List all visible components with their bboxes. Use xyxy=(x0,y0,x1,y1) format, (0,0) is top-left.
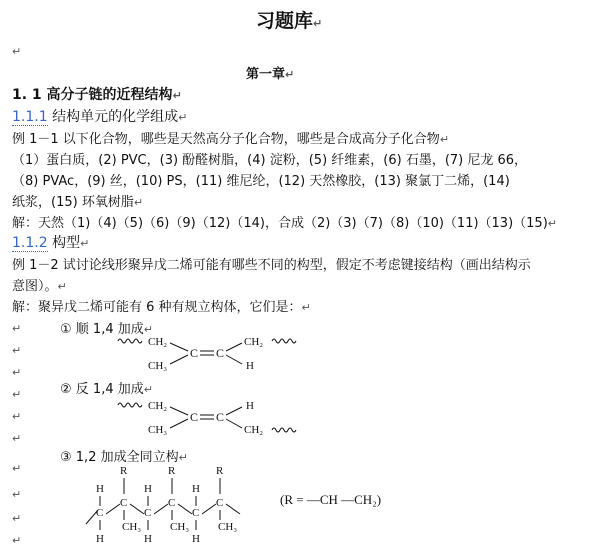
example-1-items-line-1: （1）蛋白质，(2) PVC，(3) 酚醛树脂，(4) 淀粉，(5) 纤维素，(6) 石墨，(7) 尼龙 66， xyxy=(12,153,528,168)
paragraph-mark: ↵ xyxy=(80,237,90,250)
hydrogen-bottom: H xyxy=(192,533,200,545)
carbon-2: C xyxy=(216,346,225,360)
example-1-answer xyxy=(12,212,557,231)
substituent-legend: (R = —CH —CH₂) xyxy=(280,492,382,507)
backbone-carbon-substituted: C xyxy=(168,497,176,509)
subsection-number: 1.1.2 xyxy=(12,235,48,251)
bond-left-lower xyxy=(170,355,188,364)
paragraph-mark: ↵ xyxy=(313,17,323,30)
example-2-question-line-2 xyxy=(12,275,67,294)
paragraph-mark: ↵ xyxy=(143,383,153,396)
backbone-bond xyxy=(202,504,216,514)
backbone-carbon: C xyxy=(144,507,152,519)
paragraph-mark: ↵ xyxy=(12,322,22,335)
methyl-group: CH₃ xyxy=(170,521,190,533)
group-ch2-left: CH₂ xyxy=(148,400,168,412)
bond-left-lower xyxy=(170,419,188,428)
hydrogen-top: H xyxy=(96,483,104,495)
backbone-bond xyxy=(154,504,168,514)
paragraph-mark: ↵ xyxy=(12,488,22,501)
bond-right-upper xyxy=(226,343,242,351)
wavy-bond-right xyxy=(272,339,296,343)
substituent-r: R xyxy=(120,465,128,477)
paragraph-mark: ↵ xyxy=(178,111,188,124)
hydrogen-top: H xyxy=(144,483,152,495)
example-2-answer-text: 解：聚异戊二烯可能有 6 种有规立构体，它们是： xyxy=(12,300,302,315)
methyl-group: CH₃ xyxy=(218,521,238,533)
subsection-title: 构型 xyxy=(52,235,81,251)
paragraph-mark: ↵ xyxy=(547,217,557,230)
group-ch2-left: CH₂ xyxy=(148,336,168,348)
group-h-right: H xyxy=(246,400,254,412)
bond-left-upper xyxy=(170,407,188,415)
paragraph-mark: ↵ xyxy=(143,323,153,336)
structure-3-label xyxy=(60,446,188,465)
carbon-1: C xyxy=(190,346,199,360)
substituent-r: R xyxy=(216,465,224,477)
group-ch2-right: CH₂ xyxy=(244,336,264,348)
structure-3-label-text: ③ 1,2 加成全同立构 xyxy=(60,450,179,465)
example-2-question-line-2-text: 意图）。 xyxy=(12,279,58,294)
paragraph-mark: ↵ xyxy=(133,196,144,209)
example-1-items-line-2: （8) PVAc，(9) 丝，(10) PS，(11) 维尼纶，(12) 天然橡胶，(13) 聚氯丁二烯，(14) xyxy=(12,174,510,189)
group-ch3-left: CH₃ xyxy=(148,360,168,372)
trans-14-structure xyxy=(110,394,310,438)
example-1-items-line-3 xyxy=(12,191,143,210)
paragraph-mark: ↵ xyxy=(12,462,22,475)
hydrogen-bottom: H xyxy=(144,533,152,545)
backbone-carbon-substituted: C xyxy=(216,497,224,509)
paragraph-mark: ↵ xyxy=(57,280,67,293)
methyl-group: CH₃ xyxy=(122,521,142,533)
carbon-2: C xyxy=(216,410,225,424)
wavy-bond-right xyxy=(272,428,296,432)
paragraph-mark: ↵ xyxy=(172,89,182,102)
substituent-r: R xyxy=(168,465,176,477)
section-text: 1. 1 高分子链的近程结构 xyxy=(12,87,173,103)
page-title xyxy=(256,6,322,33)
paragraph-mark: ↵ xyxy=(12,388,22,401)
paragraph-mark: ↵ xyxy=(12,410,22,423)
backbone-carbon: C xyxy=(96,507,104,519)
subsection-heading-2 xyxy=(12,232,89,252)
paragraph-mark: ↵ xyxy=(439,133,450,146)
subsection-number: 1.1.1 xyxy=(12,109,48,125)
cis-14-structure xyxy=(110,330,310,374)
paragraph-mark: ↵ xyxy=(178,451,188,464)
paragraph-mark: ↵ xyxy=(12,432,22,445)
paragraph-mark: ↵ xyxy=(301,301,311,314)
example-2-question-line-1: 例 1－2 试讨论线形聚异戊二烯可能有哪些不同的构型，假定不考虑键接结构（画出结构示 xyxy=(12,258,531,273)
paragraph-mark: ↵ xyxy=(12,45,22,58)
example-2-answer xyxy=(12,296,311,315)
example-1-question xyxy=(12,128,449,147)
hydrogen-bottom: H xyxy=(96,533,104,545)
carbon-1: C xyxy=(190,410,199,424)
wavy-bond-left xyxy=(118,339,142,343)
structure-1-label-text: ① 顺 1,4 加成 xyxy=(60,322,144,337)
title-text: 习题库 xyxy=(256,10,314,32)
backbone-bond xyxy=(226,504,240,514)
paragraph-mark: ↵ xyxy=(12,512,22,525)
group-h-right: H xyxy=(246,360,254,372)
backbone-bond xyxy=(106,504,120,514)
isotactic-12-structure xyxy=(80,464,280,552)
bond-right-lower xyxy=(226,419,242,428)
example-1-answer-text: 解：天然（1)（4)（5)（6)（9)（12)（14)，合成（2)（3)（7)（8)（10)（11)（13)（15) xyxy=(12,216,548,231)
backbone-bond xyxy=(178,504,192,514)
group-ch3-left: CH₃ xyxy=(148,424,168,436)
example-1-items-line-3-text: 纸浆，(15) 环氧树脂 xyxy=(12,195,134,210)
bond-left-upper xyxy=(170,343,188,351)
paragraph-mark: ↵ xyxy=(12,344,22,357)
subsection-title: 结构单元的化学组成 xyxy=(52,109,179,125)
subsection-heading-1 xyxy=(12,106,187,126)
section-heading xyxy=(12,84,182,104)
paragraph-mark: ↵ xyxy=(12,366,22,379)
backbone-carbon: C xyxy=(192,507,200,519)
chapter-text: 第一章 xyxy=(246,67,286,82)
structure-2-label-text: ② 反 1,4 加成 xyxy=(60,382,144,397)
backbone-carbon-substituted: C xyxy=(120,497,128,509)
backbone-bond xyxy=(130,504,144,514)
group-ch2-right: CH₂ xyxy=(244,424,264,436)
paragraph-mark: ↵ xyxy=(12,534,22,547)
bond-right-upper xyxy=(226,407,242,415)
chapter-heading xyxy=(246,63,294,82)
paragraph-mark: ↵ xyxy=(285,68,295,81)
bond-right-lower xyxy=(226,355,242,364)
hydrogen-top: H xyxy=(192,483,200,495)
wavy-bond-left xyxy=(118,403,142,407)
example-1-question-text: 例 1－1 以下化合物，哪些是天然高分子化合物，哪些是合成高分子化合物 xyxy=(12,132,440,147)
